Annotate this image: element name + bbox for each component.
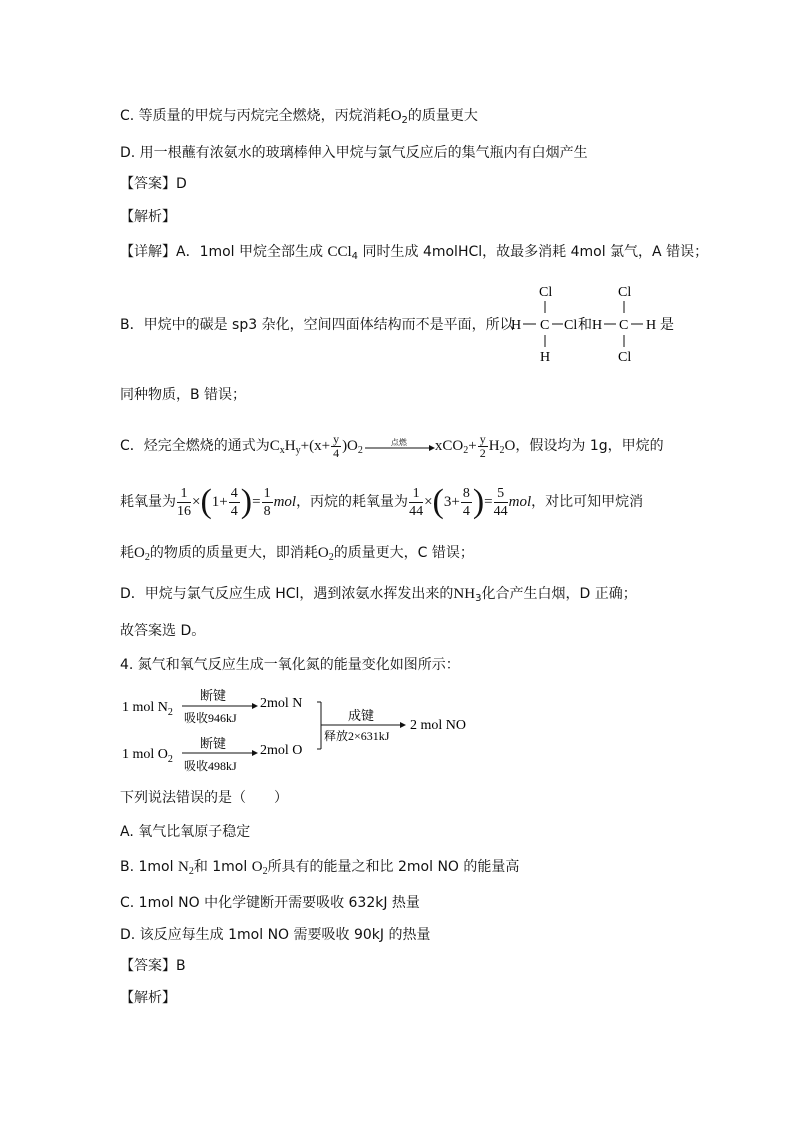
o2-label: 1 mol $O_2$: [122, 747, 173, 765]
question-4-prompt: 下列说法错误的是（ ）: [120, 790, 288, 806]
q4-analysis-label: 【解析】: [120, 990, 176, 1006]
and-label: 和: [578, 318, 592, 333]
q4-option-b: B. 1mol $N_2$和 1mol $O_2$所具有的能量之和比 2mol NO 的能量高: [120, 859, 520, 877]
detail-c: C．烃完全燃烧的通式为 $C_xH_y+(x+$ $\frac{y}{4}$ )$O_2$ 点燃 xCO$_2$+ $\frac{y}{2}$ $H_2O$ ，假设均为 1g，甲烷的: [120, 431, 664, 460]
svg-text:H: H: [540, 350, 551, 365]
combustion-formula: $C_xH_y+(x+$: [269, 438, 331, 456]
question-4-stem: 4. 氮气和氧气反应生成一氧化氮的能量变化如图所示：: [120, 657, 460, 673]
svg-text:C: C: [619, 318, 629, 333]
option-c: C. 等质量的甲烷与丙烷完全燃烧，丙烷消耗$O_2$的质量更大: [120, 108, 478, 126]
o-atoms-label: 2mol O: [260, 743, 303, 758]
is-label: 是: [660, 318, 674, 333]
dichloromethane-structures: [508, 282, 688, 372]
svg-text:断键: 断键: [200, 736, 227, 751]
q4-answer-label: 【答案】B: [120, 958, 186, 974]
answer-label: 【答案】D: [120, 176, 187, 192]
energy-diagram: [118, 682, 478, 777]
n-atoms-label: 2mol N: [260, 696, 303, 711]
detail-c-oxygen-calc: 耗氧量为 $\frac{1}{16}$ × ( 1+ $\frac{4}{4}$ ) = $\frac{1}{8}$ mol ，丙烷的耗氧量为 $\frac{1}{44}$ × ( 3+ $\frac{8}{4}$ ) = $\frac{5}{44}$ mol ，对比可知甲烷消: [120, 483, 644, 520]
detail-a: 【详解】A．1mol 甲烷全部生成 CCl$_4$ 同时生成 4molHCl，故最多消耗 4mol 氯气，A 错误；: [120, 244, 709, 262]
option-d: D. 用一根蘸有浓氨水的玻璃棒伸入甲烷与氯气反应后的集气瓶内有白烟产生: [120, 145, 588, 161]
svg-text:C: C: [540, 318, 550, 333]
svg-text:吸收946kJ: 吸收946kJ: [184, 711, 237, 725]
svg-text:Cl: Cl: [618, 350, 632, 365]
detail-b-cont: 同种物质，B 错误；: [120, 387, 247, 403]
n2-label: 1 mol $N_2$: [122, 700, 173, 718]
q4-option-d: D. 该反应每生成 1mol NO 需要吸收 90kJ 的热量: [120, 927, 431, 943]
ignite-arrow: 点燃: [363, 435, 435, 457]
svg-text:断键: 断键: [200, 688, 227, 703]
svg-text:成键: 成键: [348, 708, 375, 723]
product-label: 2 mol NO: [410, 718, 466, 733]
svg-text:Cl: Cl: [618, 285, 632, 300]
svg-text:H: H: [592, 318, 603, 333]
svg-text:Cl: Cl: [539, 285, 553, 300]
svg-text:H: H: [646, 318, 657, 333]
q4-option-c: C. 1mol NO 中化学键断开需要吸收 632kJ 热量: [120, 895, 420, 911]
analysis-label: 【解析】: [120, 209, 176, 225]
detail-d: D．甲烷与氯气反应生成 HCl，遇到浓氨水挥发出来的$NH_3$化合产生白烟，D 正确；: [120, 586, 637, 604]
q4-option-a: A. 氧气比氧原子稳定: [120, 824, 251, 840]
detail-b: B．甲烷中的碳是 sp3 杂化，空间四面体结构而不是平面，所以: [120, 317, 514, 333]
detail-c-cont: 耗$O_2$的物质的质量更大，即消耗$O_2$的质量更大，C 错误；: [120, 545, 474, 563]
conclusion: 故答案选 D。: [120, 623, 206, 639]
svg-text:释放2×631kJ: 释放2×631kJ: [324, 729, 390, 743]
svg-text:吸收498kJ: 吸收498kJ: [184, 759, 237, 773]
svg-text:H: H: [511, 318, 522, 333]
svg-text:Cl: Cl: [564, 318, 578, 333]
